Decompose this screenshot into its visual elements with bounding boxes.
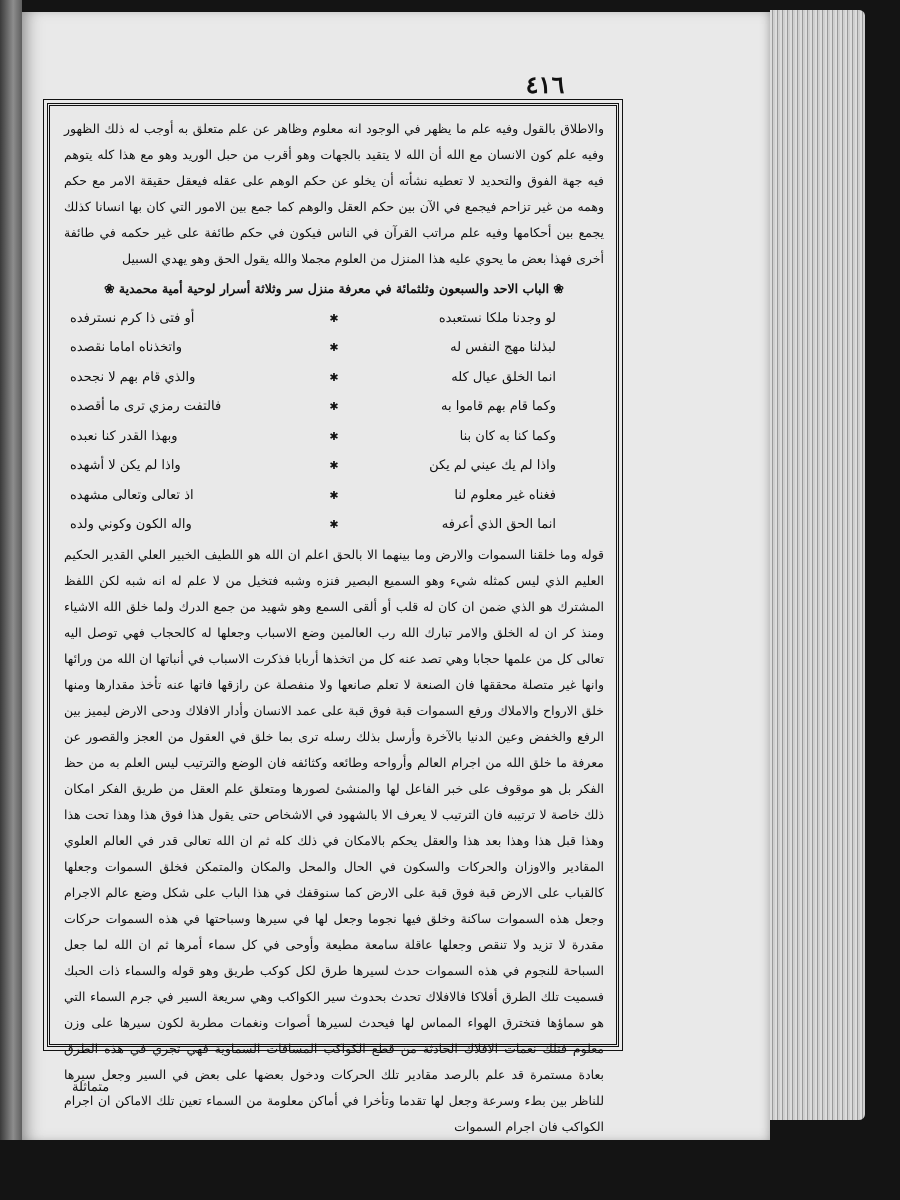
paragraph-1: والاطلاق بالقول وفيه علم ما يظهر في الوجود انه معلوم وظاهر عن علم متعلق به أوجب له ذلك الظهور وفيه علم كون الانسان مع الله أن الله لا يتقيد بالجهات وهو أقرب من حبل الوريد وهو مع هذا كله يتوهم فيه جهة الفوق والتحديد لا تعطيه نشأته أن يخلو عن حكم الوهم على عقله فيعقل حقيقة الامر مع حكم وهمه من غير تزاحم فيجمع في الآن بين حكم العقل والوهم كما جمع بين الامور التي كان بها انسانا كذلك يجمع بين أحكامها وفيه علم مراتب القرآن في الناس فيكون في حكم طائفة على غير حكمه في طائفة أخرى فهذا بعض ما يحوي عليه هذا المنزل من العلوم مجملا والله يقول الحق وهو يهدي السبيل [64,121,604,266]
text-block [64,116,604,1140]
verse [64,393,604,423]
verse [64,422,604,452]
verse-second-hemistich: أو فتى ذا كرم نسترفده [70,310,195,326]
verse-first-hemistich: واذا لم يك عيني لم يكن [429,458,556,474]
verse-separator-icon: ✱ [329,429,339,443]
verse-second-hemistich: فالتفت رمزي ترى ما أقصده [70,399,222,415]
verse-second-hemistich: والذي قام بهم لا نجحده [70,369,196,385]
verse-first-hemistich: وكما كنا به كان بنا [459,428,556,444]
catchword: متماثلة [72,1080,110,1095]
verse-separator-icon: ✱ [329,341,339,355]
chapter-heading-text: الباب الاحد والسبعون وثلثمائة في معرفة منزل سر وثلاثة أسرار لوحية أمية محمدية [118,281,550,296]
verse-first-hemistich: انما الخلق عيال كله [451,369,556,385]
verse [64,481,604,511]
verse-separator-icon: ✱ [329,370,339,384]
verse [64,304,604,334]
verse [64,334,604,364]
verse-separator-icon: ✱ [329,488,339,502]
verse-first-hemistich: لبذلنا مهج النفس له [450,340,556,356]
verse [64,511,604,541]
paragraph-2: قوله وما خلقنا السموات والارض وما بينهما الا بالحق اعلم ان الله هو اللطيف الخبير العلي القدير الحكيم العليم الذي ليس كمثله شيء وهو السميع البصير فنزه وشبه فتخيل من لا علم له انه شبه لكن اللفظ المشترك هو الذي ضمن ان كان له قلب أو ألقى السمع وهو شهيد من جمع الدرك ولما خلق الله الاشياء ومنذ كر ان له الخلق والامر تبارك الله رب العالمين وضع الاسباب وجعلها له كالحجاب فهي توصل اليه تعالى كل من علمها حجابا وهي تصد عنه كل من اتخذها أربابا فذكرت الاسباب في أنباتها ان الله من ورائها وانها غير متصلة محققها فان الصنعة لا تعلم صانعها ولا منفصلة عن رازقها فاتها عنه تأخذ مقدارها ومنها خلق الارواح والاملاك ورفع السموات قبة فوق قبة على عمد الانسان وأدار الافلاك ودحى الارض ليميز بين الرفع والخفض وعين الدنيا بالآخرة وأرسل بذلك رسله ترى بما خلق في العقول من العجز والقصور عن معرفة ما خلق الله من اجرام العالم وأرواحه وطائعه وكثائفه فان الوضع والترتيب ليس العلم به من حظ الفكر بل هو موقوف على خبر الفاعل لها والمنشئ لصورها ومتعلق علم العقل من طريق الفكر امكان ذلك خاصة لا ترتيبه فان الترتيب لا يعرف الا بالشهود في الاشخاص حتى يقول هذا فوق هذا وهذا تحت هذا وهذا قبل هذا وهذا بعد هذا والعقل يحكم بالامكان في ذلك كله ثم ان الله تعالى قدر في العالم العلوي المقادير والاوزان والحركات والسكون في الحال والمحل والمكان والمتمكن فخلق السموات وجعلها كالقباب على الارض قبة فوق قبة على الارض كما سنوقفك في هذا الباب على شكل وضع عالم الاجرام وجعل هذه السموات ساكنة وخلق فيها نجوما وجعل لها في سيرها وسباحتها في هذه السموات حركات مقدرة لا تزيد ولا تنقص وجعلها عاقلة سامعة مطيعة وأوحى في كل سماء أمرها ثم ان الله لما جعل السباحة للنجوم في هذه السموات حدث لسيرها طرق لكل كوكب طريق وهو قوله والسماء ذات الحبك فسميت تلك الطرق أفلاكا فالافلاك تحدث بحدوث سير الكواكب وهي سريعة السير في جرم السماء التي هو سماؤها فتخترق الهواء المماس لها فيحدث لسيرها أصوات ونغمات مطربة لكون سيرها على وزن معلوم فتلك نغمات الافلاك الحادثة من قطع الكواكب المسافات السماوية فهي تجري في هذه الطرق بعادة مستمرة قد علم بالرصد مقادير تلك الحركات ودخول بعضها على بعض في السير وجعل سيرها للناظر بين بطء وسرعة وجعل لها تقدما وتأخرا في أماكن معلومة من السماء تعين تلك الاماكن ان اجرام الكواكب فان اجرام السموات [64,547,604,1134]
verse-second-hemistich: وبهذا القدر كنا نعبده [70,428,178,444]
poem [64,304,604,540]
verse-second-hemistich: اذ تعالى وتعالى مشهده [70,487,194,503]
verse-second-hemistich: واذا لم يكن لا أشهده [70,458,181,474]
verse-separator-icon: ✱ [329,400,339,414]
page-edges [770,10,865,1120]
verse-first-hemistich: وكما قام بهم قاموا به [440,399,556,415]
page-number: ٤١٦ [525,70,565,99]
verse-first-hemistich: انما الحق الذي أعرفه [441,517,556,533]
facing-page-edge [0,0,22,1140]
verse-first-hemistich: لو وجدنا ملكا نستعبده [438,310,556,326]
verse-second-hemistich: واله الكون وكوني ولده [70,517,192,533]
verse [64,363,604,393]
chapter-heading: ❀ الباب الاحد والسبعون وثلثمائة في معرفة منزل سر وثلاثة أسرار لوحية أمية محمدية ❀ [104,281,564,296]
verse [64,452,604,482]
verse-separator-icon: ✱ [329,518,339,532]
verse-first-hemistich: فغناه غير معلوم لنا [454,487,556,503]
verse-second-hemistich: واتخذناه اماما نقصده [70,340,182,356]
verse-separator-icon: ✱ [329,311,339,325]
verse-separator-icon: ✱ [329,459,339,473]
